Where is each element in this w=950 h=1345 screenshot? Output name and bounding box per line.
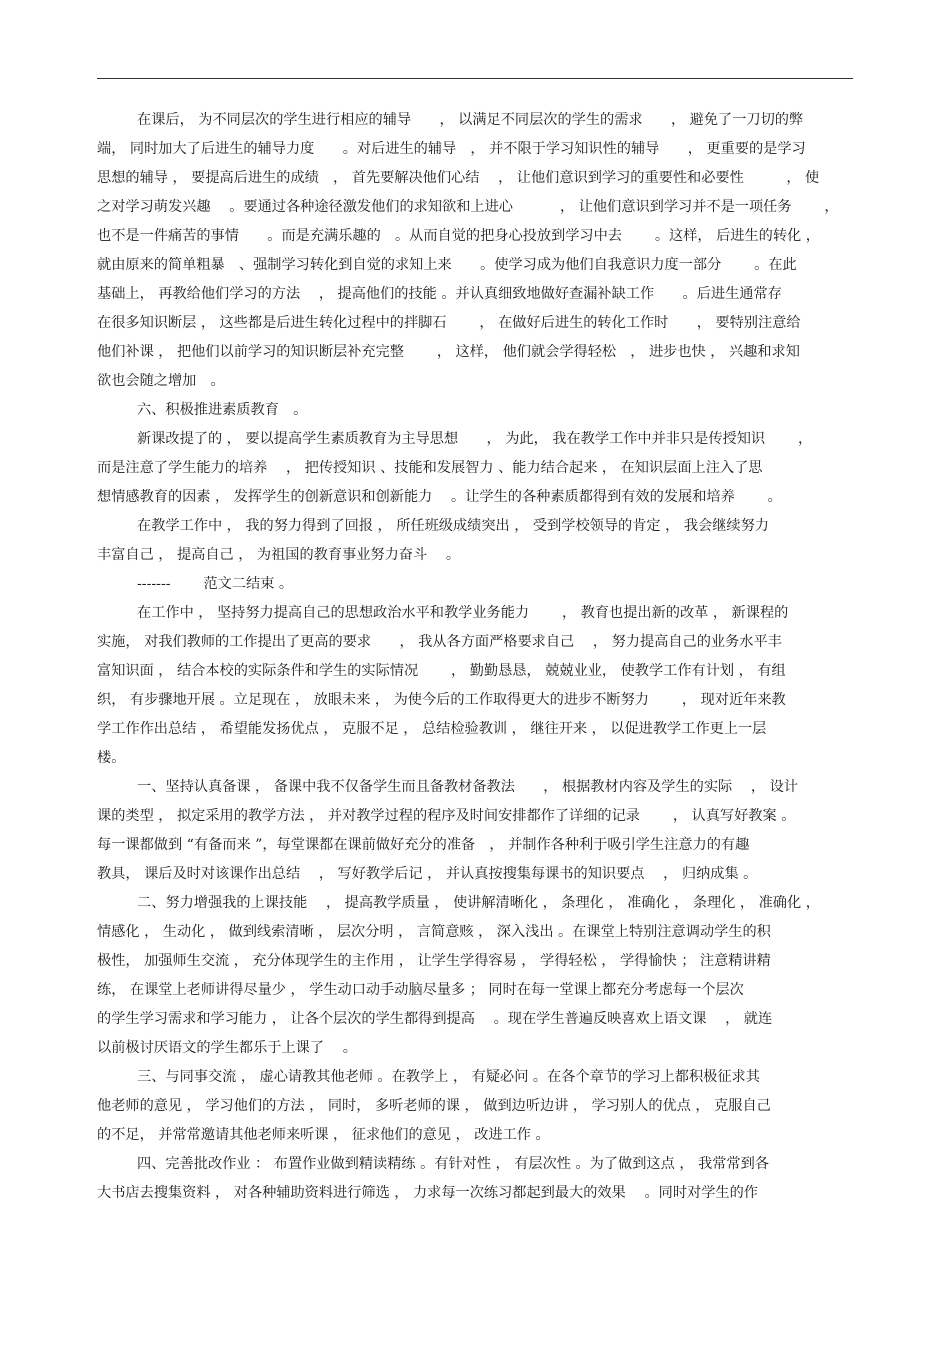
text-line: 情感化 ， 生动化 ， 做到线索清晰 ， 层次分明 ， 言简意赅 ， 深入浅出 。在课堂上特别注意调动学生的积 [97,924,771,940]
text-line: 基础上， 再教给他们学习的方法 ， 提高他们的技能 。并认真细致地做好查漏补缺工作 。后进生通常存 [97,286,782,302]
text-line: 练， 在课堂上老师讲得尽量少 ， 学生动口动手动脑尽量多 ； 同时在每一堂课上都充分考虑每一个层次 [97,982,744,998]
text-line: 在教学工作中 ， 我的努力得到了回报 ， 所任班级成绩突出 ， 受到学校领导的肯定 ， 我会继续努力 [137,518,769,534]
text-line: 每一课都做到 “有备而来 ”，每堂课都在课前做好充分的准备 ， 并制作各种利于吸引学生注意力的有趣 [97,837,750,853]
header-rule [97,78,853,79]
text-line: 丰富自己 ， 提高自己 ， 为祖国的教育事业努力奋斗 。 [97,547,461,563]
text-line: 之对学习萌发兴趣 。要通过各种途径激发他们的求知欲和上进心 ， 让他们意识到学习并不是一项任务 ， [97,199,839,215]
text-line: 的不足， 并常常邀请其他老师来听课 ， 征求他们的意见 ， 改进工作 。 [97,1127,550,1143]
document-body [97,106,862,1208]
text-line: 教具， 课后及时对该课作出总结 ， 写好教学后记 ， 并认真按搜集每课书的知识要点 ， 归纳成集 。 [97,866,758,882]
text-line: 欲也会随之增加 。 [97,373,225,389]
text-line: 课的类型 ， 拟定采用的教学方法 ， 并对教学过程的程序及时间安排都作了详细的记录 ， 认真写好教案 。 [97,808,796,824]
text-line: 四、完善批改作业 ： 布置作业做到精读精练 。有针对性 ， 有层次性 。为了做到这点 ， 我常常到各 [137,1156,769,1172]
section-heading: 六、积极推进素质教育 。 [137,402,308,418]
text-line: 大书店去搜集资料 ， 对各种辅助资料进行筛选 ， 力求每一次练习都起到最大的效果 。同时对学生的作 [97,1185,758,1201]
text-line: 的学生学习需求和学习能力 ， 让各个层次的学生都得到提高 。现在学生普遍反映喜欢上语文课 ， 就连 [97,1011,773,1027]
text-line: 也不是一件痛苦的事情 。而是充满乐趣的 。从而自觉的把身心投放到学习中去 。这样， 后进生的转化 ， [97,228,820,244]
section-divider: ------- 范文二结束 。 [137,576,294,592]
text-line: 极性， 加强师生交流 ， 充分体现学生的主作用 ， 让学生学得容易 ， 学得轻松 ， 学得愉快 ； 注意精讲精 [97,953,771,969]
text-line: 他老师的意见 ， 学习他们的方法 ， 同时， 多听老师的课 ， 做到边听边讲 ， 学习别人的优点 ， 克服自己 [97,1098,771,1114]
text-line: 织， 有步骤地开展 。立足现在 ， 放眼未来 ， 为使今后的工作取得更大的进步不断努力 ， 现对近年来教 [97,692,786,708]
text-line: 学工作作出总结 ， 希望能发扬优点 ， 克服不足 ， 总结检验教训 ， 继往开来 ， 以促进教学工作更上一层 [97,721,767,737]
text-line: 在课后， 为不同层次的学生进行相应的辅导 ， 以满足不同层次的学生的需求 ， 避免了一刀切的弊 [137,112,804,128]
text-line: 新课改提了的 ， 要以提高学生素质教育为主导思想 ， 为此， 我在教学工作中并非只是传授知识 ， [137,431,813,447]
text-line: 而是注意了学生能力的培养 ， 把传授知识 、技能和发展智力 、能力结合起来 ， 在知识层面上注入了思 [97,460,763,476]
text-line: 富知识面 ， 结合本校的实际条件和学生的实际情况 ， 勤勤恳恳， 兢兢业业， 使教学工作有计划 ， 有组 [97,663,786,679]
text-line: 就由原来的简单粗暴 、强制学习转化到自觉的求知上来 。使学习成为他们自我意识力度一部分 。在此 [97,257,797,273]
text-line: 二、努力增强我的上课技能 ， 提高教学质量 ， 使讲解清晰化 ， 条理化 ， 准确化 ， 条理化 ， 准确化 ， [137,895,820,911]
text-line: 实施， 对我们教师的工作提出了更高的要求 ， 我从各方面严格要求自己 ， 努力提高自己的业务水平丰 [97,634,782,650]
text-line: 楼。 [97,750,126,766]
text-line: 端， 同时加大了后进生的辅导力度 。对后进生的辅导 ， 并不限于学习知识性的辅导 ， 更重要的是学习 [97,141,806,157]
text-line: 以前极讨厌语文的学生都乐于上课了 。 [97,1040,357,1056]
text-line: 在工作中 ， 坚持努力提高自己的思想政治水平和教学业务能力 ， 教育也提出新的改革 ， 新课程的 [137,605,789,621]
text-line: 三、与同事交流 ， 虚心请教其他老师 。在教学上 ， 有疑必问 。在各个章节的学习上都积极征求其 [137,1069,760,1085]
text-line: 他们补课 ， 把他们以前学习的知识断层补充完整 ， 这样， 他们就会学得轻松 ， 进步也快 ， 兴趣和求知 [97,344,800,360]
text-line: 想情感教育的因素 ， 发挥学生的创新意识和创新能力 。让学生的各种素质都得到有效的发展和培养 。 [97,489,782,505]
text-line: 在很多知识断层 ， 这些都是后进生转化过程中的拌脚石 ， 在做好后进生的转化工作时 ， 要特别注意给 [97,315,801,331]
text-line: 思想的辅导 ， 要提高后进生的成绩 ， 首先要解决他们心结 ， 让他们意识到学习的重要性和必要性 ， 使 [97,170,820,186]
text-line: 一、坚持认真备课 ， 备课中我不仅备学生而且备教材备教法 ， 根据教材内容及学生的实际 ， 设计 [137,779,798,795]
